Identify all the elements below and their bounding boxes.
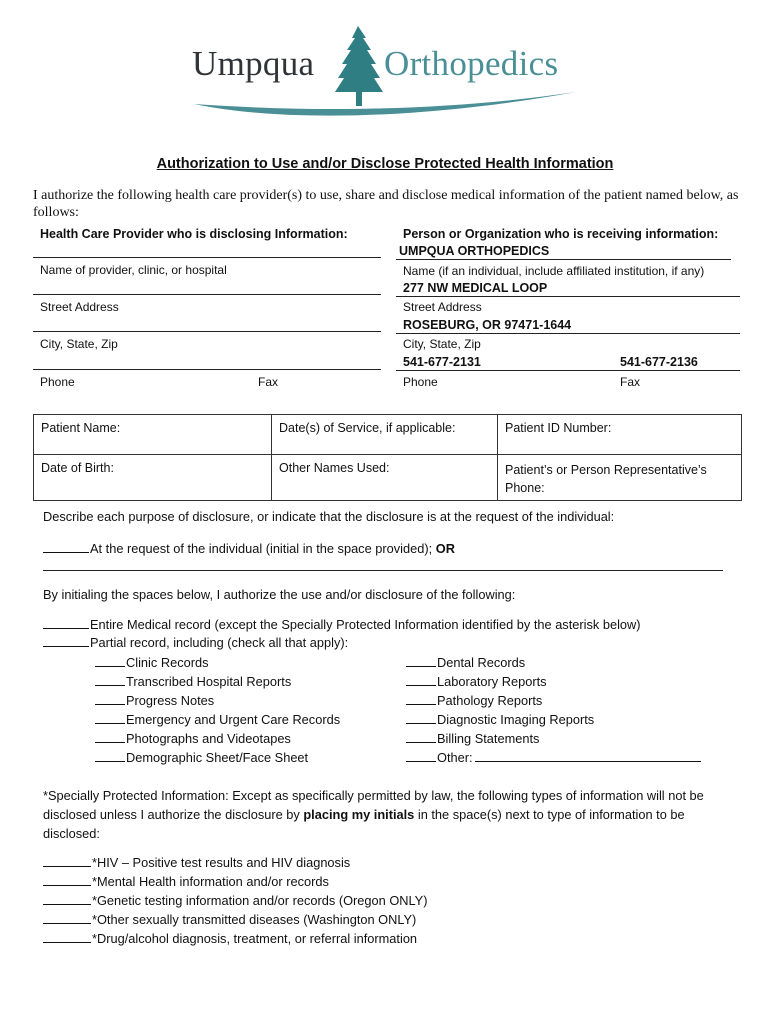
recipient-name-value: UMPQUA ORTHOPEDICS xyxy=(399,244,550,258)
special-text-after: in the space(s) next to type of information to be disclosed: xyxy=(43,807,685,841)
entire-record-blank[interactable] xyxy=(43,616,89,629)
other-names-cell[interactable] xyxy=(272,455,498,501)
left-record-item-row xyxy=(95,673,291,689)
right-record-item-blank[interactable] xyxy=(406,654,436,667)
left-record-item-label: Emergency and Urgent Care Records xyxy=(126,712,341,727)
right-record-item-blank[interactable] xyxy=(406,749,436,762)
left-record-item-blank[interactable] xyxy=(95,749,125,762)
other-specify-blank[interactable] xyxy=(475,749,701,762)
patient-name-label: Patient Name: xyxy=(41,421,121,435)
left-record-item-blank[interactable] xyxy=(95,673,125,686)
patient-name-cell[interactable] xyxy=(34,415,272,455)
special-item-label: *Mental Health information and/or records xyxy=(92,874,329,889)
rep-phone-label: Patient’s or Person Representative’s Phone: xyxy=(505,463,707,495)
provider-fax-label: Fax xyxy=(258,375,279,389)
right-record-item-row xyxy=(406,692,542,708)
left-record-item-blank[interactable] xyxy=(95,730,125,743)
or-text: OR xyxy=(435,541,455,556)
logo-swoosh xyxy=(190,84,580,120)
provider-name-label: Name of provider, clinic, or hospital xyxy=(40,263,227,277)
dates-of-service-label: Date(s) of Service, if applicable: xyxy=(279,421,456,435)
left-record-item-row xyxy=(95,749,308,765)
right-record-item-row xyxy=(406,654,525,670)
logo-text-orthopedics: Orthopedics xyxy=(384,44,559,83)
right-record-item-label: Laboratory Reports xyxy=(437,674,547,689)
right-record-item-row xyxy=(406,673,547,689)
recipient-name-label: Name (if an individual, include affiliated institution, if any) xyxy=(403,264,705,278)
special-item-row xyxy=(43,930,417,946)
left-record-item-blank[interactable] xyxy=(95,692,125,705)
special-item-row xyxy=(43,911,416,927)
left-record-item-label: Photographs and Videotapes xyxy=(126,731,291,746)
rep-phone-cell[interactable] xyxy=(498,455,742,501)
dob-cell[interactable] xyxy=(34,455,272,501)
logo-text-umpqua: Umpqua xyxy=(192,44,315,83)
special-item-row xyxy=(43,892,427,908)
entire-record-label: Entire Medical record (except the Specially Protected Information identified by the asterisk below) xyxy=(90,617,641,632)
special-item-label: *HIV – Positive test results and HIV diagnosis xyxy=(92,855,351,870)
left-record-item-row xyxy=(95,730,291,746)
right-record-item-label: Pathology Reports xyxy=(437,693,543,708)
special-item-row xyxy=(43,854,350,870)
left-record-item-row xyxy=(95,711,340,727)
left-record-item-blank[interactable] xyxy=(95,654,125,667)
recipient-street-value: 277 NW MEDICAL LOOP xyxy=(403,281,548,295)
right-record-item-label: Dental Records xyxy=(437,655,526,670)
provider-heading: Health Care Provider who is disclosing Information: xyxy=(40,227,348,241)
special-item-label: *Drug/alcohol diagnosis, treatment, or referral information xyxy=(92,931,418,946)
purpose-describe: Describe each purpose of disclosure, or indicate that the disclosure is at the request of the individual: xyxy=(43,509,615,524)
recipient-street-line xyxy=(396,296,740,297)
right-record-item-label: Diagnostic Imaging Reports xyxy=(437,712,595,727)
provider-phone-line[interactable] xyxy=(33,369,381,370)
right-record-item-blank[interactable] xyxy=(406,711,436,724)
special-item-blank[interactable] xyxy=(43,911,91,924)
recipient-heading: Person or Organization who is receiving information: xyxy=(403,227,719,241)
partial-record-option xyxy=(43,634,348,650)
right-record-item-label: Other: xyxy=(437,750,473,765)
right-record-item-row xyxy=(406,749,702,765)
special-item-label: *Other sexually transmitted diseases (Washington ONLY) xyxy=(92,912,417,927)
request-initial-blank[interactable] xyxy=(43,540,89,553)
special-item-blank[interactable] xyxy=(43,892,91,905)
special-text-before: *Specially Protected Information: Except as specifically permitted by law, the following types of information will not be disclosed unless I authorize the disclosure by xyxy=(43,788,704,822)
left-record-item-label: Progress Notes xyxy=(126,693,215,708)
purpose-description-line[interactable] xyxy=(43,570,723,571)
recipient-city-label: City, State, Zip xyxy=(403,337,481,351)
purpose-request-line xyxy=(43,540,455,556)
special-info-paragraph xyxy=(43,786,743,843)
provider-name-line[interactable] xyxy=(33,257,381,258)
left-record-item-label: Demographic Sheet/Face Sheet xyxy=(126,750,309,765)
provider-phone-label: Phone xyxy=(40,375,75,389)
special-item-blank[interactable] xyxy=(43,930,91,943)
partial-record-blank[interactable] xyxy=(43,634,89,647)
provider-city-label: City, State, Zip xyxy=(40,337,118,351)
recipient-fax-label: Fax xyxy=(620,375,641,389)
recipient-city-value: ROSEBURG, OR 97471-1644 xyxy=(403,318,572,332)
special-bold: placing my initials xyxy=(303,807,415,822)
recipient-phone-value: 541-677-2131 xyxy=(403,355,481,369)
right-record-item-blank[interactable] xyxy=(406,673,436,686)
dates-of-service-cell[interactable] xyxy=(272,415,498,455)
right-record-item-blank[interactable] xyxy=(406,692,436,705)
left-record-item-row xyxy=(95,692,214,708)
patient-id-label: Patient ID Number: xyxy=(505,421,612,435)
recipient-phone-line xyxy=(396,370,740,371)
special-item-label: *Genetic testing information and/or records (Oregon ONLY) xyxy=(92,893,428,908)
left-record-item-blank[interactable] xyxy=(95,711,125,724)
initial-intro: By initialing the spaces below, I authorize the use and/or disclosure of the following: xyxy=(43,587,516,602)
left-record-item-label: Clinic Records xyxy=(126,655,209,670)
recipient-fax-value: 541-677-2136 xyxy=(620,355,698,369)
recipient-street-label: Street Address xyxy=(403,300,482,314)
other-names-label: Other Names Used: xyxy=(279,461,390,475)
right-record-item-label: Billing Statements xyxy=(437,731,540,746)
provider-city-line[interactable] xyxy=(33,331,381,332)
intro-text: I authorize the following health care provider(s) to use, share and disclose medical information of the patient named below, as follows: xyxy=(33,188,739,220)
request-text: At the request of the individual (initial in the space provided); xyxy=(90,541,433,556)
patient-info-table xyxy=(33,414,742,501)
right-record-item-blank[interactable] xyxy=(406,730,436,743)
provider-street-line[interactable] xyxy=(33,294,381,295)
dob-label: Date of Birth: xyxy=(41,461,114,475)
special-item-row xyxy=(43,873,329,889)
recipient-name-line xyxy=(396,259,731,260)
left-record-item-label: Transcribed Hospital Reports xyxy=(126,674,292,689)
patient-id-cell[interactable] xyxy=(498,415,742,455)
left-record-item-row xyxy=(95,654,209,670)
special-item-blank[interactable] xyxy=(43,854,91,867)
form-title: Authorization to Use and/or Disclose Protected Health Information xyxy=(156,156,614,172)
recipient-phone-label: Phone xyxy=(403,375,438,389)
provider-street-label: Street Address xyxy=(40,300,119,314)
recipient-city-line xyxy=(396,333,740,334)
right-record-item-row xyxy=(406,711,594,727)
entire-record-option xyxy=(43,616,641,632)
special-item-blank[interactable] xyxy=(43,873,91,886)
partial-record-label: Partial record, including (check all that apply): xyxy=(90,635,349,650)
right-record-item-row xyxy=(406,730,539,746)
